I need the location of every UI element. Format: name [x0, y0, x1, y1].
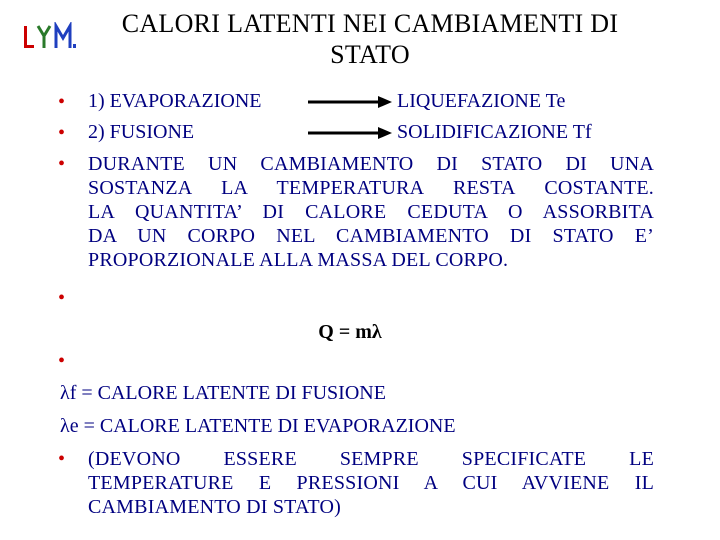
- lambda-f-definition: λf = CALORE LATENTE DI FUSIONE: [60, 382, 386, 404]
- lym-logo-icon: [22, 22, 78, 50]
- bullet-empty-2: •: [58, 350, 66, 372]
- item1-right-text: LIQUEFAZIONE Te: [397, 90, 566, 112]
- paragraph-constant-temperature: [88, 152, 654, 272]
- paragraph-line: SOSTANZA LA TEMPERATURA RESTA COSTANTE.: [88, 177, 654, 199]
- bullet-empty-1: •: [58, 287, 66, 309]
- title-line-1: CALORI LATENTI NEI CAMBIAMENTI DI: [121, 9, 619, 38]
- item2-right-text: SOLIDIFICAZIONE Tf: [397, 121, 592, 143]
- arrow-right-icon: [308, 123, 392, 143]
- bullet-item-1: •: [58, 91, 66, 113]
- lambda-e-definition: λe = CALORE LATENTE DI EVAPORAZIONE: [60, 415, 456, 437]
- paragraph-line: TEMPERATURE E PRESSIONI A CUI AVVIENE IL: [88, 472, 654, 494]
- paragraph-specify-conditions: [88, 447, 654, 519]
- formula: Q = mλ: [318, 321, 382, 343]
- item2-left-text: 2) FUSIONE: [88, 121, 195, 143]
- title-line-2: STATO: [330, 40, 410, 69]
- paragraph-line: CAMBIAMENTO DI STATO): [88, 496, 341, 518]
- arrow-right-icon: [308, 92, 392, 112]
- bullet-item-3: •: [58, 153, 66, 175]
- paragraph-line: PROPORZIONALE ALLA MASSA DEL CORPO.: [88, 249, 509, 271]
- paragraph-line: DA UN CORPO NEL CAMBIAMENTO DI STATO E’: [88, 225, 654, 247]
- item1-left-text: 1) EVAPORAZIONE: [88, 90, 262, 112]
- paragraph-line: LA QUANTITA’ DI CALORE CEDUTA O ASSORBITA: [88, 201, 654, 223]
- paragraph-line: DURANTE UN CAMBIAMENTO DI STATO DI UNA: [88, 153, 654, 175]
- slide-title: [90, 8, 650, 70]
- bullet-item-4: •: [58, 448, 66, 470]
- paragraph-line: (DEVONO ESSERE SEMPRE SPECIFICATE LE: [88, 448, 654, 470]
- bullet-item-2: •: [58, 122, 66, 144]
